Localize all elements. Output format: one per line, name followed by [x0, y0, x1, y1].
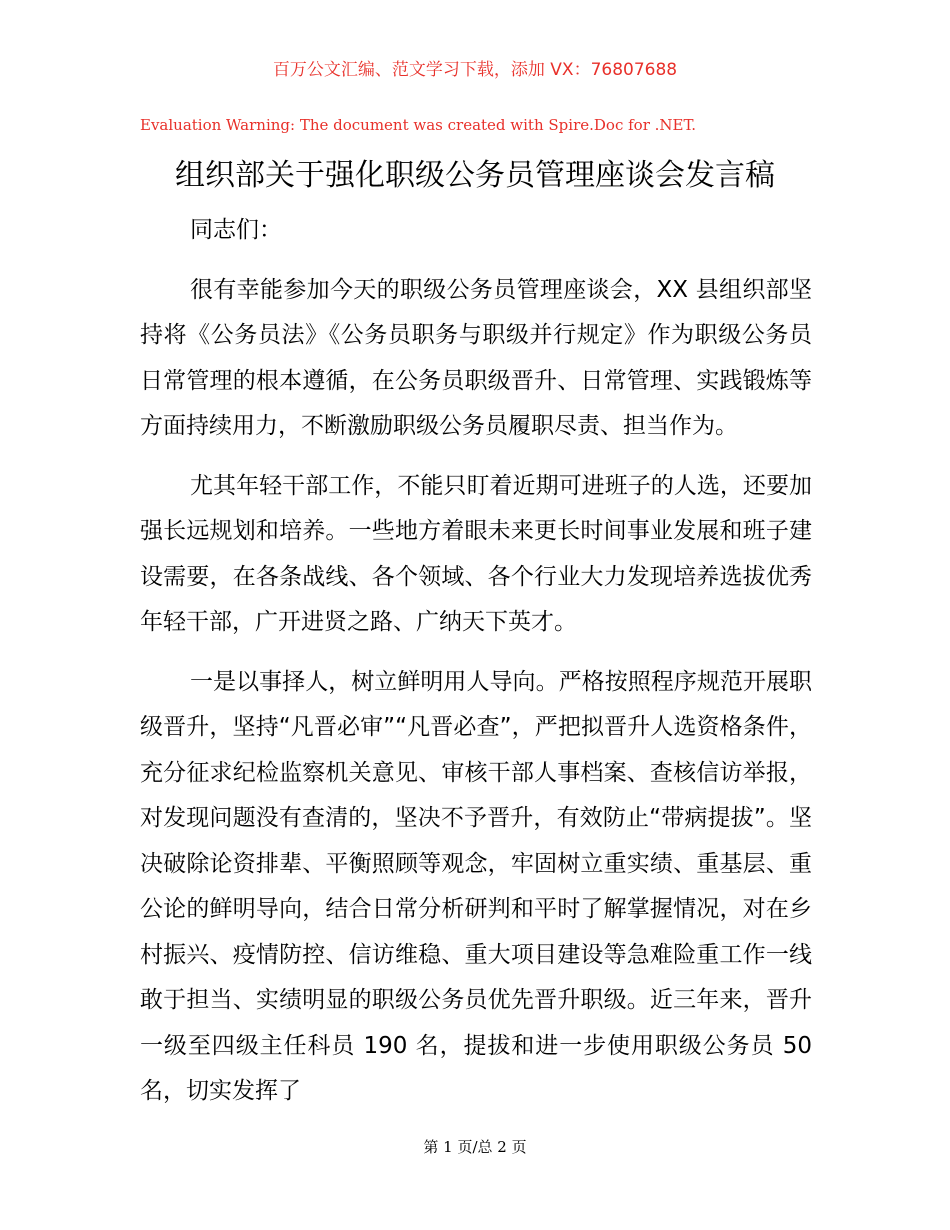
- body-paragraph-3: 一是以事择人，树立鲜明用人导向。严格按照程序规范开展职级晋升，坚持“凡晋必审”“凡晋必查”，严把拟晋升人选资格条件，充分征求纪检监察机关意见、审核干部人事档案、查核信访举报，对发现问题没有查清的，坚决不予晋升，有效防止“带病提拔”。坚决破除论资排辈、平衡照顾等观念，牢固树立重实绩、重基层、重公论的鲜明导向，结合日常分析研判和平时了解掌握情况，对在乡村振兴、疫情防控、信访维稳、重大项目建设等急难险重工作一线敢于担当、实绩明显的职级公务员优先晋升职级。近三年来，晋升一级至四级主任科员 190 名，提拔和进一步使用职级公务员 50 名，切实发挥了: [140, 668, 812, 1104]
- document-title: 组织部关于强化职级公务员管理座谈会发言稿: [175, 158, 775, 193]
- salutation: 同志们：: [190, 217, 282, 243]
- header-banner: 百万公文汇编、范文学习下载，添加 VX：76807688: [272, 60, 678, 80]
- document-body: [140, 208, 812, 1115]
- body-paragraph-1: 很有幸能参加今天的职级公务员管理座谈会，XX 县组织部坚持将《公务员法》《公务员职务与职级并行规定》作为职级公务员日常管理的根本遵循，在公务员职级晋升、日常管理、实践锻炼等方面持续用力，不断激励职级公务员履职尽责、担当作为。: [140, 276, 812, 439]
- body-paragraph-2: 尤其年轻干部工作，不能只盯着近期可进班子的人选，还要加强长远规划和培养。一些地方着眼未来更长时间事业发展和班子建设需要，在各条战线、各个领域、各个行业大力发现培养选拔优秀年轻干部，广开进贤之路、广纳天下英才。: [140, 472, 812, 635]
- evaluation-warning: Evaluation Warning: The document was created with Spire.Doc for .NET.: [140, 116, 697, 134]
- page-number-footer: 第 1 页/总 2 页: [423, 1138, 527, 1156]
